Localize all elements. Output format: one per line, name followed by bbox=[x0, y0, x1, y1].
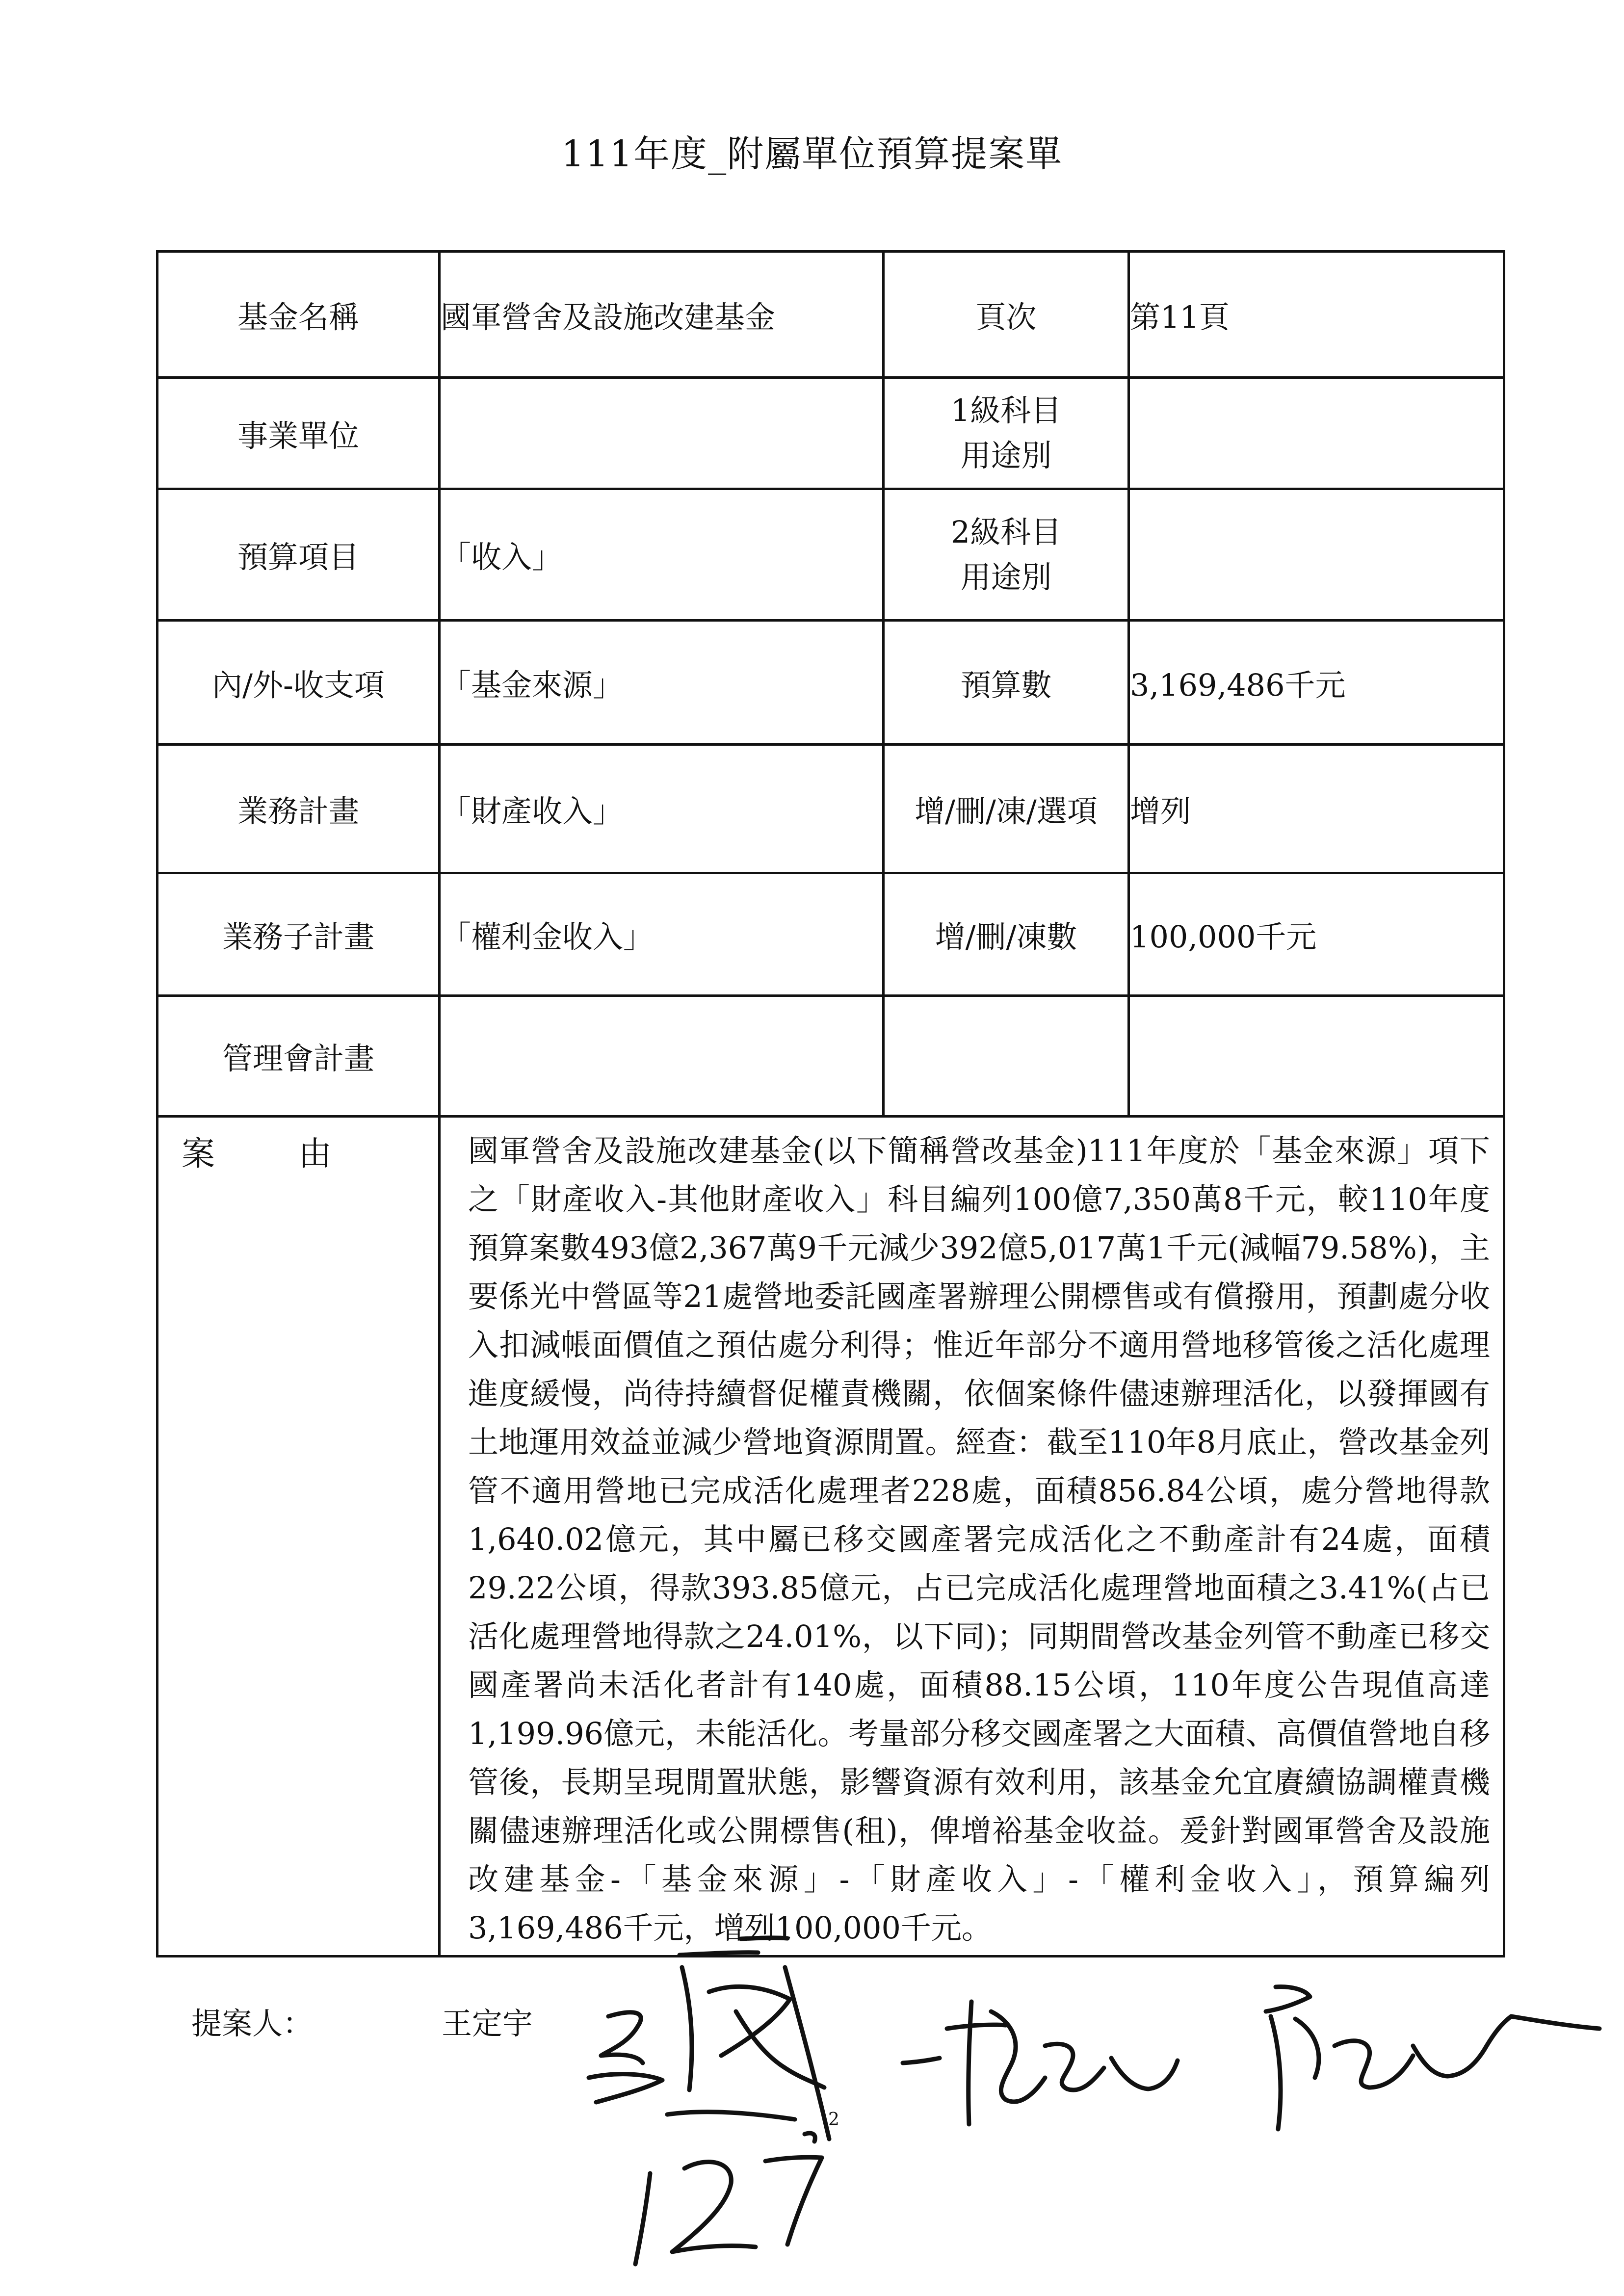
sub-plan-label: 業務子計畫 bbox=[157, 873, 440, 996]
level1-subject-label-line1: 1級科目 bbox=[950, 392, 1062, 428]
level2-subject-label-line2: 用途別 bbox=[960, 559, 1052, 595]
business-unit-label: 事業單位 bbox=[157, 378, 440, 489]
action-amount-value: 100,000千元 bbox=[1129, 873, 1504, 996]
budget-amount-value: 3,169,486千元 bbox=[1129, 621, 1504, 745]
fund-name-value: 國軍營舍及設施改建基金 bbox=[440, 252, 884, 378]
sub-plan-value: 「權利金收入」 bbox=[440, 873, 884, 996]
page-title: 111年度_附屬單位預算提案單 bbox=[561, 133, 1063, 175]
budget-item-value: 「收入」 bbox=[440, 489, 884, 621]
revenue-expense-value: 「基金來源」 bbox=[440, 621, 884, 745]
revenue-expense-label: 內/外-收支項 bbox=[157, 621, 440, 745]
business-plan-value: 「財產收入」 bbox=[440, 745, 884, 873]
page-mark-number: 127 bbox=[608, 2237, 635, 2253]
budget-item-label: 預算項目 bbox=[157, 489, 440, 621]
proposer-label: 提案人： bbox=[191, 2006, 314, 2041]
management-plan-label: 管理會計畫 bbox=[157, 996, 440, 1117]
reason-text: 國軍營舍及設施改建基金(以下簡稱營改基金)111年度於「基金來源」項下之「財產收入-其他財產收入」科目編列100億7,350萬8千元，較110年度預算案數493億2,367萬9千元減少392億5,017萬1千元(減幅79.58%)，主要係光中營區等21處營地委託國產署辦理公開標售或有償撥用，預劃處分收入扣減帳面價值之預估處分利得；惟近年部分不適用營地移管後之活化處理進度緩慢，尚待持續督促權責機關，依個案條件儘速辦理活化，以發揮國有土地運用效益並減少營地資源閒置。經查：截至110年8月底止，營改基金列管不適用營地已完成活化處理者228處，面積856.84公頃，處分營地得款1,640.02億元，其中屬已移交國產署完成活化之不動產計有24處，面積29.22公頃，得款393.85億元，占已完成活化處理營地面積之3.41%(占已活化處理營地得款之24.01%，以下同)；同期間營改基金列管不動產已移交國產署尚未活化者計有140處，面積88.15公頃，110年度公告現值高達1,199.96億元，未能活化。考量部分移交國產署之大面積、高價值營地自移管後，長期呈現閒置狀態，影響資源有效利用，該基金允宜賡續協調權責機關儘速辦理活化或公開標售(租)，俾增裕基金收益。爰針對國軍營舍及設施改建基金-「基金來源」-「財產收入」-「權利金收入」，預算編列3,169,486千元，增列100,000千元。 bbox=[468, 1133, 1490, 1946]
level1-subject-label-line2: 用途別 bbox=[960, 438, 1052, 473]
action-amount-label: 增/刪/凍數 bbox=[884, 873, 1129, 996]
action-option-value: 增列 bbox=[1129, 745, 1504, 873]
page-number-label: 頁次 bbox=[884, 252, 1129, 378]
page-mark-small: 2 bbox=[828, 2110, 839, 2130]
business-plan-label: 業務計畫 bbox=[157, 745, 440, 873]
page-number-value: 第11頁 bbox=[1129, 252, 1504, 378]
fund-name-label: 基金名稱 bbox=[157, 252, 440, 378]
action-option-label: 增/刪/凍/選項 bbox=[884, 745, 1129, 873]
level2-subject-label-line1: 2級科目 bbox=[950, 514, 1062, 550]
reason-label: 案由 bbox=[181, 1135, 415, 1174]
budget-amount-label: 預算數 bbox=[884, 621, 1129, 745]
proposer-name: 王定宇 bbox=[442, 2006, 533, 2041]
